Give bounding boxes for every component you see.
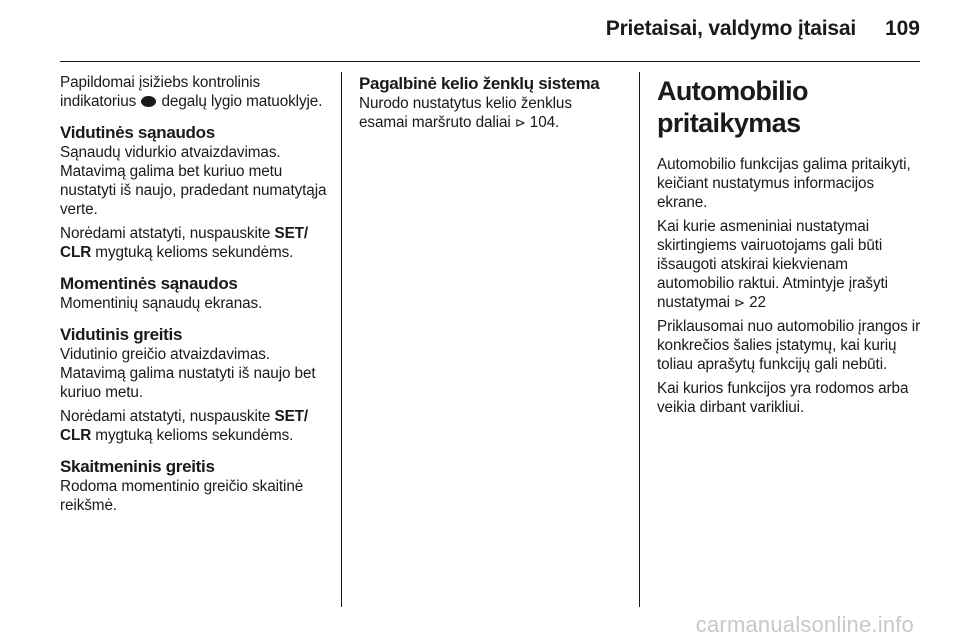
intro-paragraph: Papildomai įsižiebs kontrolinis indikatorius degalų lygio matuoklyje.: [60, 74, 323, 110]
heading-traffic-sign-assistant: Pagalbinė kelio ženklų sistema: [359, 74, 600, 93]
personalization-para-2: Kai kurie asmeniniai nustatymai skirtingiems vairuotojams gali būti išsaugoti atskirai kiekvienam automobilio raktui. Atmintyje įrašyti nustatymai ⊳ 22: [657, 218, 888, 311]
heading-avg-consumption: Vidutinės sąnaudos: [60, 123, 215, 142]
watermark-text: carmanualsonline.info: [695, 612, 914, 637]
avg-consumption-desc: Sąnaudų vidurkio atvaizdavimas. Matavimą galima bet kuriuo metu nustatyti iš naujo, pradedant numatytąja verte.: [60, 144, 327, 218]
personalization-para-3: Priklausomai nuo automobilio įrangos ir konkrečios šalies įstatymų, kai kurių toliau aprašytų funkcijų gali nebūti.: [657, 318, 921, 373]
column-divider-2: [639, 72, 640, 607]
instant-consumption-desc: Momentinių sąnaudų ekranas.: [60, 295, 263, 312]
column-2: [359, 73, 621, 137]
page-reference-icon: ⊳: [514, 115, 526, 130]
heading-vehicle-personalization: Automobilio pritaikymas: [657, 76, 808, 138]
page-reference-link[interactable]: 22: [749, 294, 766, 311]
avg-consumption-reset: Norėdami atstatyti, nuspauskite SET/ CLR mygtuką kelioms sekundėms.: [60, 225, 309, 261]
personalization-para-4: Kai kurios funkcijos yra rodomos arba veikia dirbant varikliui.: [657, 380, 909, 416]
personalization-para-1: Automobilio funkcijas galima pritaikyti, keičiant nustatymus informacijos ekrane.: [657, 156, 911, 211]
column-1: [60, 73, 336, 520]
digital-speed-desc: Rodoma momentinio greičio skaitinė reikšmė.: [60, 478, 304, 514]
page-reference-icon: ⊳: [734, 295, 745, 310]
page-reference-link[interactable]: 104.: [529, 114, 560, 131]
avg-speed-reset: Norėdami atstatyti, nuspauskite SET/ CLR mygtuką kelioms sekundėms.: [60, 408, 309, 444]
page-number: 109: [884, 17, 920, 40]
heading-digital-speed: Skaitmeninis greitis: [60, 457, 215, 476]
header-rule: [60, 61, 920, 62]
traffic-sign-desc: Nurodo nustatytus kelio ženklus esamai maršruto daliai ⊳ 104.: [359, 95, 572, 131]
set-clr-button-label: SET/ CLR: [60, 408, 309, 444]
set-clr-button-label: SET/ CLR: [60, 225, 309, 261]
header-title: Prietaisai, valdymo įtaisai: [605, 17, 856, 40]
avg-speed-desc: Vidutinio greičio atvaizdavimas. Matavimą galima nustatyti iš naujo bet kuriuo metu.: [60, 346, 316, 401]
column-3: [657, 73, 922, 422]
fuel-indicator-icon: [141, 96, 156, 107]
column-divider-1: [341, 72, 342, 607]
heading-avg-speed: Vidutinis greitis: [60, 325, 183, 344]
heading-instant-consumption: Momentinės sąnaudos: [60, 274, 238, 293]
